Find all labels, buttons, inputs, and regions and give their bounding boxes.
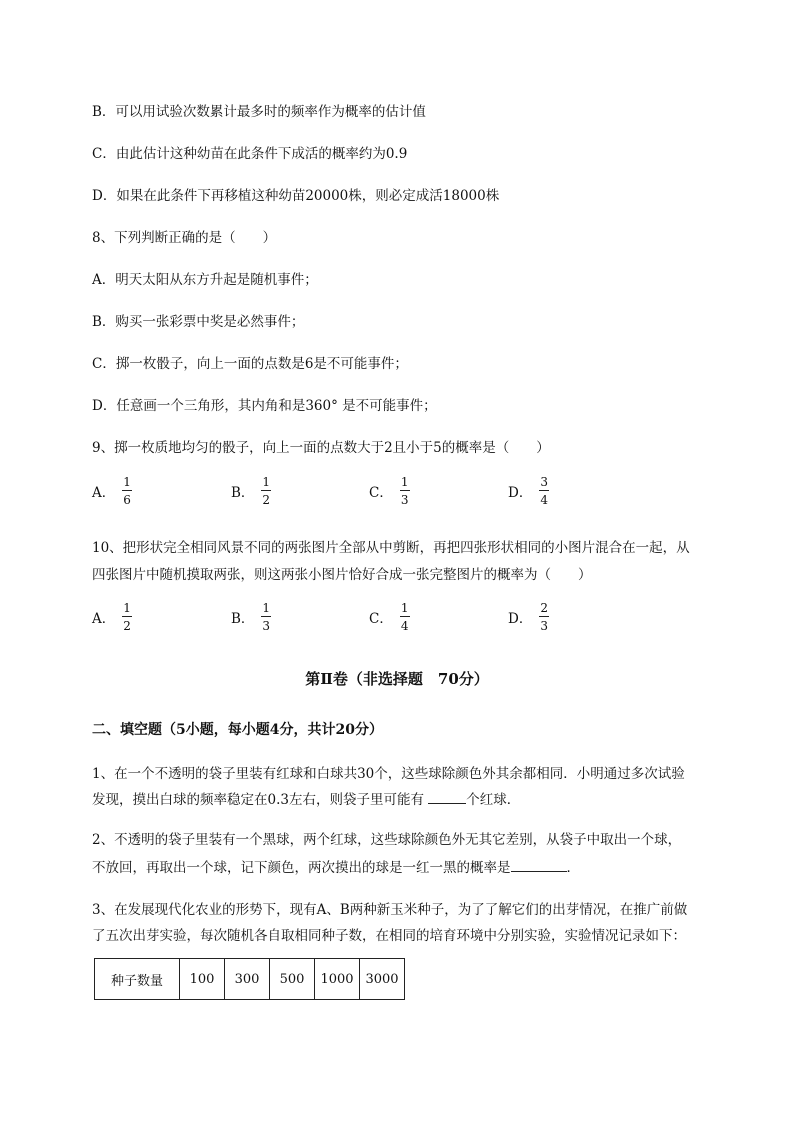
fraction-numerator: 1 [123,601,131,615]
table-header-cell: 种子数量 [95,959,180,1000]
q8-option-a: A．明天太阳从东方升起是随机事件； [92,272,318,288]
fraction-denominator: 6 [123,493,131,507]
fraction-numerator: 2 [540,601,548,615]
q9-option-d [508,476,550,506]
fraction-denominator: 4 [400,619,409,633]
table-cell: 500 [270,959,315,1000]
q7-option-d: D．如果在此条件下再移植这种幼苗20000株，则必定成活18000株 [92,188,500,204]
section2-title: 二、填空题（5小题，每小题4分，共计20分） [92,722,383,738]
f1-line2-after: 个红球． [466,792,521,808]
answer-blank [511,859,567,872]
q10-option-a [92,602,133,632]
option-letter: C． [369,611,393,627]
fraction-denominator: 2 [123,619,131,633]
option-letter: A． [92,611,116,627]
fraction [399,602,411,632]
fraction [399,476,411,506]
part2-title: 第Ⅱ卷（非选择题 70分） [305,670,489,688]
q9-option-c [369,476,410,506]
q10-options [92,602,692,642]
f1-line2-before: 发现，摸出白球的频率稳定在0.3左右，则袋子里可能有 [92,792,429,808]
q8-option-c: C．掷一枚骰子，向上一面的点数是6是不可能事件； [92,356,408,372]
table-row [95,959,405,1000]
q10-option-b [231,602,272,632]
fraction-numerator: 1 [262,601,271,615]
f2-line2-before: 不放回，再取出一个球，记下颜色，两次摸出的球是一红一黑的概率是 [92,860,511,876]
fraction-denominator: 2 [262,493,271,507]
f2-line1: 2、不透明的袋子里装有一个黑球，两个红球，这些球除颜色外无其它差别，从袋子中取出一个球， [92,832,682,848]
f1-line1: 1、在一个不透明的袋子里装有红球和白球共30个，这些球除颜色外其余都相同．小明通过多次试验 [92,766,685,782]
fraction [538,602,550,632]
option-letter: B． [231,485,255,501]
q8-stem: 8、下列判断正确的是（ ） [92,230,277,246]
f1-line2 [92,788,520,808]
q7-option-c: C．由此估计这种幼苗在此条件下成活的概率约为0.9 [92,146,408,162]
answer-blank [428,791,466,804]
fraction-numerator: 1 [400,475,409,489]
option-letter: C． [369,485,393,501]
q10-option-d [508,602,550,632]
q9-option-b [231,476,272,506]
fraction-numerator: 1 [400,601,409,615]
seed-table [94,958,405,1000]
q9-stem: 9、掷一枚质地均匀的骰子，向上一面的点数大于2且小于5的概率是（ ） [92,440,550,456]
f2-line2-after: ． [566,860,580,876]
fraction [121,476,133,506]
option-letter: D． [508,485,533,501]
fraction-numerator: 1 [123,475,131,489]
fraction-numerator: 1 [262,475,271,489]
fraction [121,602,133,632]
option-letter: D． [508,611,533,627]
f3-line2: 了五次出芽实验，每次随机各自取相同种子数，在相同的培育环境中分别实验，实验情况记录如下： [92,928,686,944]
fraction [260,602,272,632]
fraction-denominator: 4 [540,493,548,507]
f2-line2 [92,856,580,876]
q8-option-b: B．购买一张彩票中奖是必然事件； [92,314,305,330]
q8-option-d: D．任意画一个三角形，其内角和是360° 是不可能事件； [92,398,437,414]
f3-line1: 3、在发展现代化农业的形势下，现有A、B两种新玉米种子，为了了解它们的出芽情况，在推广前做 [92,902,688,918]
q10-stem-line2: 四张图片中随机摸取两张，则这两张小图片恰好合成一张完整图片的概率为（ ） [92,567,592,583]
table-cell: 1000 [315,959,360,1000]
option-letter: B． [231,611,255,627]
q10-stem-line1: 10、把形状完全相同风景不同的两张图片全部从中剪断，再把四张形状相同的小图片混合在一起，从 [92,540,690,556]
q9-options [92,476,692,516]
table-cell: 3000 [360,959,405,1000]
q7-option-b: B．可以用试验次数累计最多时的频率作为概率的估计值 [92,104,426,120]
fraction [538,476,550,506]
table-cell: 300 [225,959,270,1000]
fraction [260,476,272,506]
fraction-denominator: 3 [262,619,271,633]
q9-option-a [92,476,133,506]
q10-option-c [369,602,410,632]
fraction-denominator: 3 [540,619,548,633]
option-letter: A． [92,485,116,501]
table-cell: 100 [180,959,225,1000]
fraction-numerator: 3 [540,475,548,489]
fraction-denominator: 3 [400,493,409,507]
